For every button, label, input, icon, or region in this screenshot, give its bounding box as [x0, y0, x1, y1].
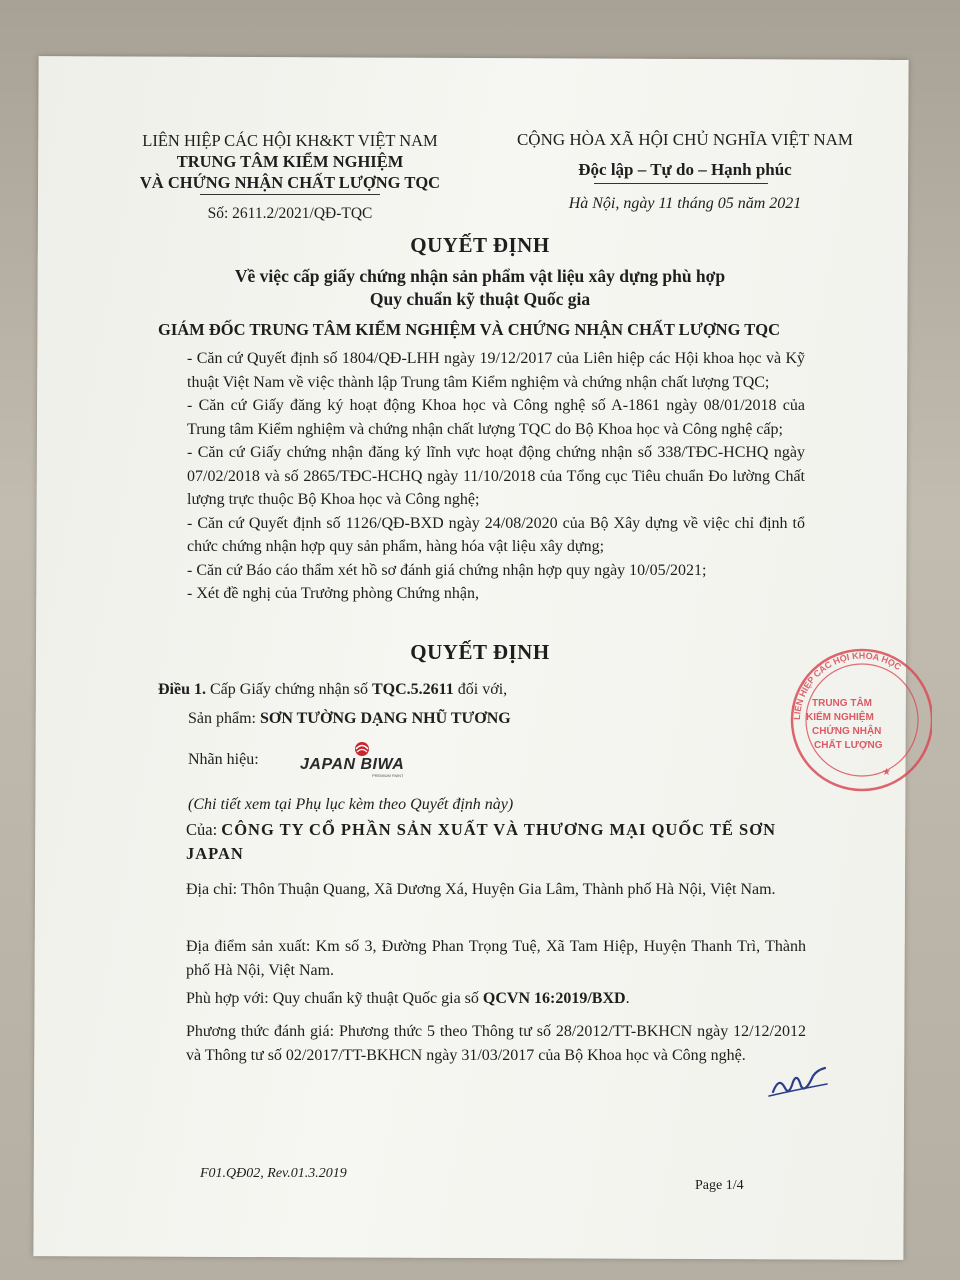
stamp-line-2: KIỂM NGHIỆM: [806, 712, 874, 723]
decision-number: Số: 2611.2/2021/QĐ-TQC: [207, 205, 373, 222]
brand-label: Nhãn hiệu:: [188, 751, 259, 768]
brand-logo-text: [300, 756, 404, 774]
production-site: Địa điểm sản xuất: Km số 3, Đường Phan Trọng Tuệ, Xã Tam Hiệp, Huyện Thanh Trì, Thành phố Hà Nội, Việt Nam.: [186, 938, 806, 979]
country-name: CỘNG HÒA XÃ HỘI CHỦ NGHĨA VIỆT NAM: [516, 130, 854, 149]
issuer-union: LIÊN HIỆP CÁC HỘI KH&KT VIỆT NAM: [142, 131, 438, 150]
issuer-center-line1: TRUNG TÂM KIỂM NGHIỆM: [176, 152, 404, 171]
svg-text:★: ★: [882, 767, 891, 778]
company-name: CÔNG TY CỔ PHẦN SẢN XUẤT VÀ THƯƠNG MẠI QUỐC TẾ SƠN JAPAN: [186, 820, 776, 863]
legal-bases: [155, 347, 805, 606]
basis-item: - Căn cứ Quyết định số 1126/QĐ-BXD ngày 24/08/2020 của Bộ Xây dựng về việc chỉ định tổ chức chứng nhận hợp quy sản phẩm, hàng hóa vật liệu xây dựng;: [187, 514, 805, 555]
form-code: F01.QĐ02, Rev.01.3.2019: [200, 1166, 347, 1181]
address: Địa chỉ: Thôn Thuận Quang, Xã Dương Xá, Huyện Gia Lâm, Thành phố Hà Nội, Việt Nam.: [186, 881, 776, 898]
basis-item: - Căn cứ Giấy chứng nhận đăng ký lĩnh vực hoạt động chứng nhận số 338/TĐC-HCHQ ngày 07/02/2018 và số 2865/TĐC-HCHQ ngày 11/10/2018 của Tổng cục Tiêu chuẩn Đo lường Chất lượng trực thuộc Bộ Khoa học và Công nghệ;: [187, 444, 805, 508]
issuer-header: [125, 130, 455, 193]
stamp-arc-text: LIÊN HIỆP CÁC HỘI KHOA HỌC: [791, 650, 903, 721]
decision-heading: QUYẾT ĐỊNH: [410, 640, 550, 664]
article-1-line: [158, 681, 507, 699]
issuer-underline: [200, 194, 380, 195]
issue-date: Hà Nội, ngày 11 tháng 05 năm 2021: [568, 195, 802, 212]
document-subtitle-2: Quy chuẩn kỹ thuật Quốc gia: [369, 289, 591, 309]
page-number: Page 1/4: [695, 1178, 744, 1193]
of-label: Của:: [186, 820, 218, 839]
certificate-number: TQC.5.2611: [371, 681, 454, 698]
brand-logo-word: JAPAN BIWA: [300, 756, 405, 773]
svg-text:LIÊN HIỆP CÁC HỘI KHOA HỌC: [792, 651, 904, 721]
stamp-line-4: CHẤT LƯỢNG: [814, 740, 883, 751]
stamp-line-3: CHỨNG NHẬN: [812, 726, 882, 737]
brand-logo: [300, 740, 430, 782]
document-subtitle-1: Về việc cấp giấy chứng nhận sản phẩm vật liệu xây dựng phù hợp: [234, 266, 726, 286]
document-title: QUYẾT ĐỊNH: [410, 233, 550, 257]
basis-item: - Căn cứ Báo cáo thẩm xét hồ sơ đánh giá chứng nhận hợp quy ngày 10/05/2021;: [187, 561, 707, 579]
national-motto: Độc lập – Tự do – Hạnh phúc: [578, 160, 792, 179]
director-heading: GIÁM ĐỐC TRUNG TÂM KIỂM NGHIỆM VÀ CHỨNG NHẬN CHẤT LƯỢNG TQC: [158, 320, 780, 339]
article-text-after: đối với,: [457, 681, 508, 698]
article-label: Điều 1.: [158, 681, 206, 698]
initial-signature: [765, 1062, 835, 1107]
conformity-text: Phù hợp với: Quy chuẩn kỹ thuật Quốc gia số: [186, 990, 479, 1007]
brand-logo-tagline: PREMIUM PAINT: [372, 773, 404, 778]
product-label: Sản phẩm:: [188, 710, 256, 727]
company-block: [186, 818, 806, 866]
appendix-note: (Chi tiết xem tại Phụ lục kèm theo Quyết định này): [188, 796, 514, 813]
standard-code: QCVN 16:2019/BXD: [482, 990, 626, 1007]
product-line: [188, 710, 511, 728]
stamp-line-1: TRUNG TÂM: [812, 698, 872, 709]
motto-underline: [594, 183, 768, 184]
basis-item: - Xét đề nghị của Trưởng phòng Chứng nhận,: [187, 585, 480, 602]
national-header: [500, 125, 870, 185]
conformity-line: Phù hợp với: Quy chuẩn kỹ thuật Quốc gia số QCVN 16:2019/BXD.: [186, 990, 630, 1007]
basis-item: - Căn cứ Quyết định số 1804/QĐ-LHH ngày 19/12/2017 của Liên hiệp các Hội khoa học và Kỹ thuật Việt Nam về việc thành lập Trung tâm Kiểm nghiệm và chứng nhận chất lượng TQC;: [187, 350, 805, 391]
basis-item: - Căn cứ Giấy đăng ký hoạt động Khoa học và Công nghệ số A-1861 ngày 08/01/2018 của Trung tâm Kiểm nghiệm và chứng nhận chất lượng TQC do Bộ Khoa học và Công nghệ cấp;: [187, 397, 805, 438]
article-text: Cấp Giấy chứng nhận số: [210, 681, 368, 698]
issuer-center-line2: VÀ CHỨNG NHẬN CHẤT LƯỢNG TQC: [139, 173, 441, 192]
official-stamp: [782, 640, 932, 805]
signature-mark: [765, 1062, 835, 1102]
assessment-method: Phương thức đánh giá: Phương thức 5 theo Thông tư số 28/2012/TT-BKHCN ngày 12/12/2012 và Thông tư số 02/2017/TT-BKHCN ngày 31/03/2017 của Bộ Khoa học và Công nghệ.: [186, 1023, 806, 1064]
product-name: SƠN TƯỜNG DẠNG NHŨ TƯƠNG: [260, 710, 511, 727]
stamp-seal: [782, 640, 932, 800]
